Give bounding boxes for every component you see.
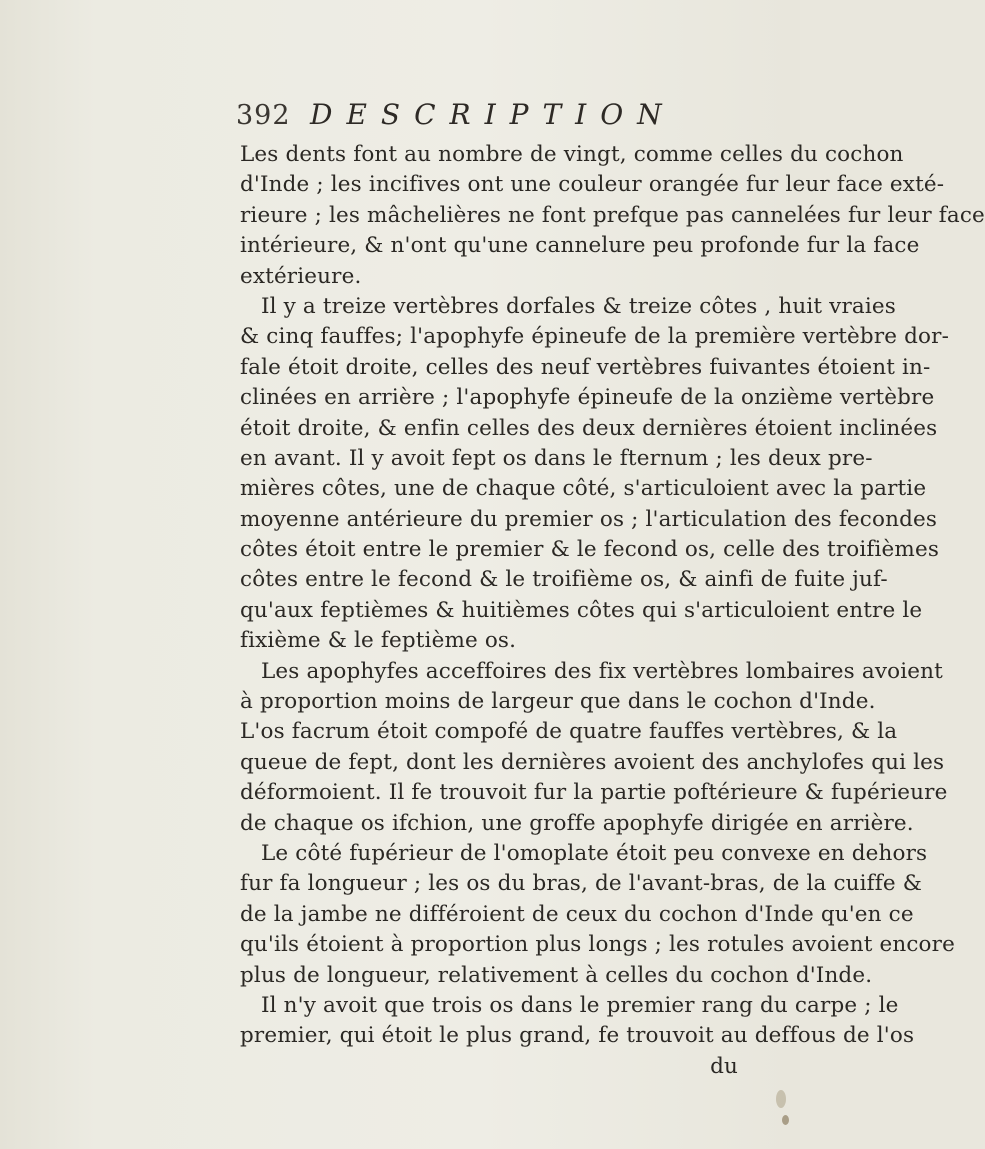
text-line: fale étoit droite, celles des neuf vertèbres fuivantes étoient in- <box>240 354 931 380</box>
text-line: plus de longueur, relativement à celles du cochon d'Inde. <box>240 962 873 988</box>
text-line: à proportion moins de largeur que dans le cochon d'Inde. <box>240 689 876 715</box>
text-line: Il y a treize vertèbres dorfales & treize côtes , huit vraies <box>261 293 896 319</box>
text-line: Les apophyfes acceffoires des fix vertèbres lombaires avoient <box>261 658 943 684</box>
text-line: L'os facrum étoit compofé de quatre fauffes vertèbres, & la <box>240 719 898 745</box>
text-line: déformoient. Il fe trouvoit fur la partie poftérieure & fupérieure <box>240 780 948 806</box>
text-line: Il n'y avoit que trois os dans le premier rang du carpe ; le <box>261 992 899 1018</box>
running-title: DESCRIPTION <box>310 98 676 131</box>
text-line: rieure ; les mâchelières ne font prefque pas cannelées fur leur face <box>240 202 985 228</box>
page-header <box>236 98 756 138</box>
catchword: du <box>710 1053 738 1079</box>
text-line: premier, qui étoit le plus grand, fe trouvoit au deffous de l'os <box>240 1023 915 1049</box>
text-line: d'Inde ; les incifives ont une couleur orangée fur leur face exté- <box>240 172 945 198</box>
text-line: de chaque os ifchion, une groffe apophyfe dirigée en arrière. <box>240 810 914 836</box>
text-line: intérieure, & n'ont qu'une cannelure peu profonde fur la face <box>240 233 920 259</box>
text-line: en avant. Il y avoit fept os dans le fternum ; les deux pre- <box>240 445 873 471</box>
text-line: moyenne antérieure du premier os ; l'articulation des fecondes <box>240 506 938 532</box>
text-line: fixième & le feptième os. <box>240 628 517 654</box>
text-line: Les dents font au nombre de vingt, comme celles du cochon <box>240 142 904 167</box>
text-line: étoit droite, & enfin celles des deux dernières étoient inclinées <box>240 415 938 441</box>
text-line: côtes étoit entre le premier & le fecond os, celle des troifièmes <box>240 537 939 563</box>
paper-stain <box>782 1115 789 1125</box>
text-line: qu'aux feptièmes & huitièmes côtes qui s'articuloient entre le <box>240 597 923 623</box>
text-line: de la jambe ne différoient de ceux du cochon d'Inde qu'en ce <box>240 901 914 927</box>
text-line: & cinq fauffes; l'apophyfe épineufe de la première vertèbre dor- <box>240 324 949 350</box>
text-line: Le côté fupérieur de l'omoplate étoit peu convexe en dehors <box>261 840 928 866</box>
text-line: mières côtes, une de chaque côté, s'articuloient avec la partie <box>240 476 927 502</box>
text-line: côtes entre le fecond & le troifième os, & ainfi de fuite juf- <box>240 567 888 593</box>
page-number: 392 <box>236 100 291 131</box>
paper-stain <box>776 1090 786 1108</box>
body-text <box>240 140 985 1082</box>
text-line: queue de fept, dont les dernières avoient des anchylofes qui les <box>240 749 945 775</box>
text-line: fur fa longueur ; les os du bras, de l'avant-bras, de la cuiffe & <box>240 871 923 897</box>
text-line: clinées en arrière ; l'apophyfe épineufe de la onzième vertèbre <box>240 385 935 411</box>
text-line: extérieure. <box>240 263 362 289</box>
text-line: qu'ils étoient à proportion plus longs ; les rotules avoient encore <box>240 932 955 958</box>
